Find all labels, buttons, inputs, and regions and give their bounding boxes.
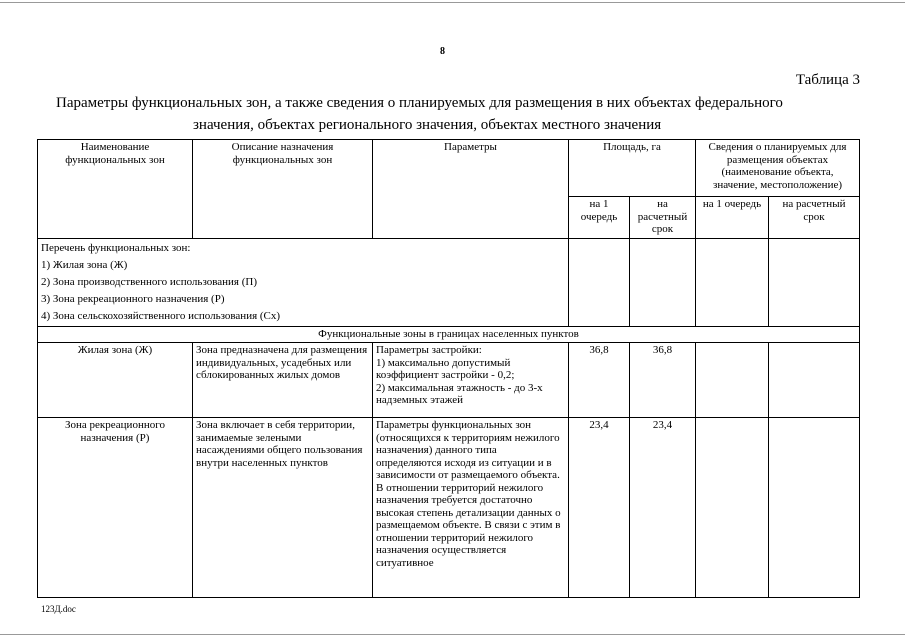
table-row [38, 343, 860, 418]
header-info-first: на 1 очередь [696, 197, 769, 239]
zone-list-item: 3) Зона рекреационного назначения (Р) [41, 293, 225, 305]
section-row [38, 327, 860, 343]
empty-cell [769, 343, 860, 418]
zone-description: Зона включает в себя территории, занимаемые зелеными насаждениями общего пользования внутри населенных пунктов [193, 418, 373, 598]
header-area-first: на 1 очередь [569, 197, 630, 239]
area-term: 23,4 [630, 418, 696, 598]
zone-name: Зона рекреационного назначения (Р) [38, 418, 193, 598]
header-name: Наименование функциональных зон [38, 140, 193, 239]
zone-list-item: 2) Зона производственного использования (П) [41, 276, 258, 288]
header-row [38, 140, 860, 197]
empty-cell [630, 239, 696, 327]
header-info-term: на расчетный срок [769, 197, 860, 239]
empty-cell [569, 239, 630, 327]
params-line: 2) максимальная этажность - до 3-х надземных этажей [376, 381, 543, 406]
empty-cell [769, 239, 860, 327]
zone-list-item: 4) Зона сельскохозяйственного использования (Сх) [41, 310, 281, 322]
area-first: 36,8 [569, 343, 630, 418]
header-info: Сведения о планируемых для размещения объектах (наименование объекта, значение, местоположение) [696, 140, 860, 197]
header-area-term: на расчетный срок [630, 197, 696, 239]
zone-params: Параметры функциональных зон (относящихся к территориям нежилого назначения) данного типа определяются исходя из ситуации и в зависимости от размещаемого объекта. В отношении территорий нежилого назначения требуется достаточно высокая степень детализации данных о размещаемом объекте. В связи с этим в отношении территорий нежилого назначения осуществляется ситуативное [373, 418, 569, 598]
table-title-line-1: Параметры функциональных зон, а также сведения о планируемых для размещения в них объектах федерального [56, 95, 783, 111]
section-heading: Функциональные зоны в границах населенных пунктов [38, 327, 860, 343]
params-line: Параметры застройки: [376, 344, 482, 356]
zone-list [38, 239, 569, 327]
header-area: Площадь, га [569, 140, 696, 197]
zone-list-item: 1) Жилая зона (Ж) [41, 259, 128, 271]
area-term: 36,8 [630, 343, 696, 418]
scan-edge-bottom [0, 634, 905, 635]
table-row [38, 418, 860, 598]
table-label: Таблица 3 [795, 72, 860, 88]
zones-table [37, 139, 860, 598]
zone-list-heading: Перечень функциональных зон: [41, 242, 191, 254]
zone-list-row [38, 239, 860, 327]
file-name-footer: 123Д.doc [41, 604, 76, 614]
params-line: 1) максимально допустимый коэффициент застройки - 0,2; [376, 356, 515, 381]
page-number: 8 [440, 46, 445, 57]
zone-params [373, 343, 569, 418]
empty-cell [769, 418, 860, 598]
empty-cell [696, 343, 769, 418]
empty-cell [696, 418, 769, 598]
zone-description: Зона предназначена для размещения индивидуальных, усадебных или сблокированных жилых домов [193, 343, 373, 418]
area-first: 23,4 [569, 418, 630, 598]
header-description: Описание назначения функциональных зон [193, 140, 373, 239]
scan-edge-top [0, 2, 905, 3]
header-parameters: Параметры [373, 140, 569, 239]
table-title-line-2: значения, объектах регионального значения, объектах местного значения [193, 117, 662, 133]
zone-name: Жилая зона (Ж) [38, 343, 193, 418]
empty-cell [696, 239, 769, 327]
